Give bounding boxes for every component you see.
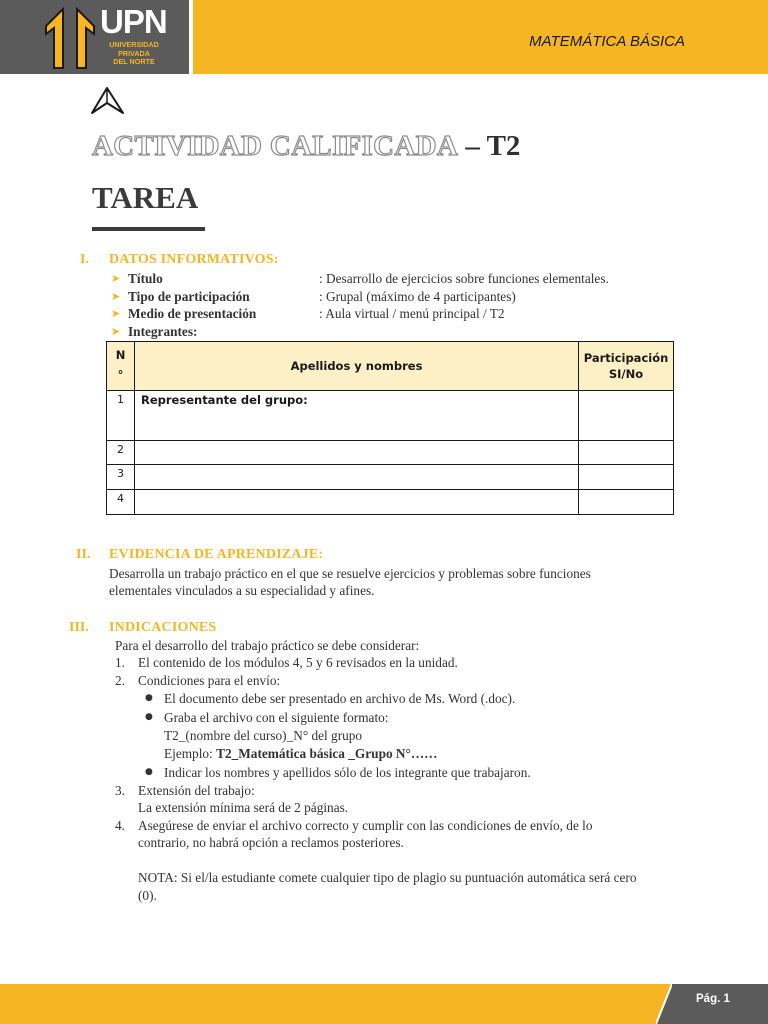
section3-title: INDICACIONES <box>109 620 217 635</box>
section2-title: EVIDENCIA DE APRENDIZAJE: <box>109 547 324 562</box>
row-number: 1 <box>107 391 135 441</box>
list-number: 3. <box>115 783 125 798</box>
plagiarism-note-continued: (0). <box>138 888 157 903</box>
list-number: 2. <box>115 673 125 688</box>
sub-list-item: Graba el archivo con el siguiente formato: <box>164 710 389 725</box>
activity-title <box>92 126 520 166</box>
members-table <box>106 341 674 515</box>
row-participation-cell[interactable] <box>579 490 674 515</box>
course-title: MATEMÁTICA BÁSICA <box>529 33 685 50</box>
title-underline <box>92 227 205 231</box>
section1-title: DATOS INFORMATIVOS: <box>109 252 279 267</box>
sub-list-item: El documento debe ser presentado en archivo de Ms. Word (.doc). <box>164 691 516 706</box>
section3-number: III. <box>69 620 89 635</box>
field-label-integrantes: Integrantes: <box>128 324 198 339</box>
field-label-tipo: Tipo de participación <box>128 289 250 304</box>
list-item-detail: La extensión mínima será de 2 páginas. <box>138 800 349 815</box>
section3-intro: Para el desarrollo del trabajo práctico se debe considerar: <box>115 638 420 653</box>
row-number: 4 <box>107 490 135 515</box>
activity-dash: – <box>458 130 487 162</box>
table-row <box>107 465 674 490</box>
bullet-dot-icon: ● <box>145 693 153 703</box>
row-name-cell[interactable]: Representante del grupo: <box>135 391 579 441</box>
section2-number: II. <box>76 547 91 562</box>
footer-band <box>0 984 768 1024</box>
list-item-continued: contrario, no habrá opción a reclamos posteriores. <box>138 835 404 850</box>
field-value-medio: : Aula virtual / menú principal / T2 <box>319 306 505 321</box>
list-item: Condiciones para el envío: <box>138 673 281 688</box>
plagiarism-note: NOTA: Si el/la estudiante comete cualquier tipo de plagio su puntuación automática será cero <box>138 870 637 885</box>
activity-type: TAREA <box>92 180 199 215</box>
bullet-dot-icon: ● <box>145 712 153 722</box>
list-item: El contenido de los módulos 4, 5 y 6 revisados en la unidad. <box>138 655 458 670</box>
logo-wordmark: UPN <box>100 3 167 40</box>
row-participation-cell[interactable] <box>579 441 674 465</box>
col-header-number: N ° <box>107 342 135 391</box>
file-example-line: Ejemplo: T2_Matemática básica _Grupo N°…… <box>164 746 438 761</box>
arrow-bullet-icon: ➤ <box>111 272 121 285</box>
section1-number: I. <box>80 252 89 267</box>
upn-arrow-logo-icon <box>44 6 96 70</box>
field-value-tipo: : Grupal (máximo de 4 participantes) <box>319 289 516 304</box>
row-participation-cell[interactable] <box>579 465 674 490</box>
arrow-bullet-icon: ➤ <box>111 290 121 303</box>
field-label-titulo: Título <box>128 271 163 286</box>
file-format-line: T2_(nombre del curso)_N° del grupo <box>164 728 363 743</box>
row-participation-cell[interactable] <box>579 391 674 441</box>
col-header-participation: Participación SI/No <box>579 342 674 391</box>
table-row <box>107 490 674 515</box>
bullet-dot-icon: ● <box>145 767 153 777</box>
page-number: Pág. 1 <box>696 993 730 1005</box>
navigation-arrow-icon <box>90 86 126 116</box>
university-logo <box>0 0 189 74</box>
activity-name: ACTIVIDAD CALIFICADA <box>92 130 459 162</box>
logo-subtitle: UNIVERSIDAD PRIVADA DEL NORTE <box>109 40 159 67</box>
sub-list-item: Indicar los nombres y apellidos sólo de los integrante que trabajaron. <box>164 765 531 780</box>
arrow-bullet-icon: ➤ <box>111 307 121 320</box>
table-row <box>107 441 674 465</box>
list-number: 1. <box>115 655 125 670</box>
section2-body-line2: elementales vinculados a su especialidad y afines. <box>109 583 375 598</box>
arrow-bullet-icon: ➤ <box>111 325 121 338</box>
table-header-row <box>107 342 674 391</box>
activity-code: T2 <box>486 130 521 162</box>
list-item: Asegúrese de enviar el archivo correcto y cumplir con las condiciones de envío, de lo <box>138 818 593 833</box>
field-label-medio: Medio de presentación <box>128 306 257 321</box>
page-header <box>0 0 768 74</box>
row-number: 3 <box>107 465 135 490</box>
row-number: 2 <box>107 441 135 465</box>
field-value-titulo: : Desarrollo de ejercicios sobre funciones elementales. <box>319 271 609 286</box>
row-name-cell[interactable] <box>135 465 579 490</box>
table-row <box>107 391 674 441</box>
col-header-names: Apellidos y nombres <box>135 342 579 391</box>
list-item: Extensión del trabajo: <box>138 783 255 798</box>
row-name-cell[interactable] <box>135 441 579 465</box>
row-name-cell[interactable] <box>135 490 579 515</box>
section2-body-line1: Desarrolla un trabajo práctico en el que se resuelve ejercicios y problemas sobre funciones <box>109 566 591 581</box>
list-number: 4. <box>115 818 125 833</box>
